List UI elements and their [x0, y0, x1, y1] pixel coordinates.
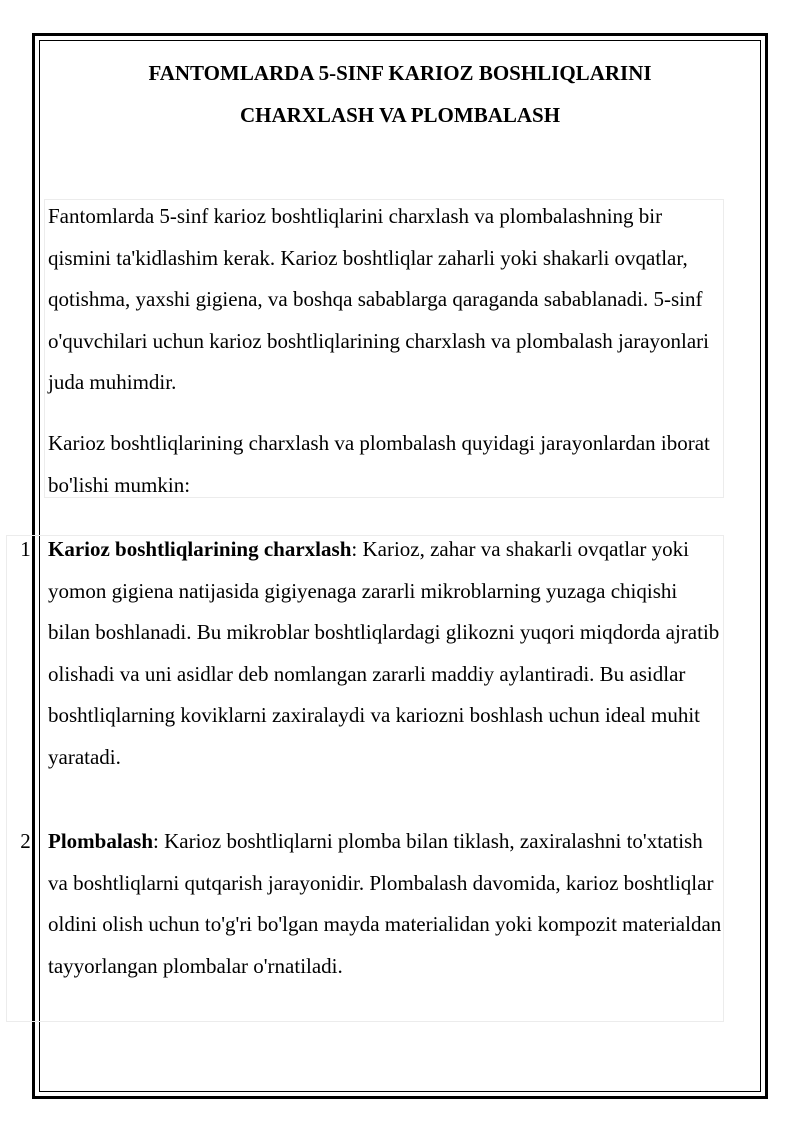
title-line-2: CHARXLASH VA PLOMBALASH — [239, 103, 561, 127]
list-item-term: Karioz boshtliqlarining charxlash — [48, 537, 352, 561]
document-title — [40, 52, 760, 136]
list-item — [20, 529, 724, 779]
list-item — [20, 821, 724, 987]
list-item-number: 2. — [20, 829, 36, 853]
list-item-number: 1. — [20, 537, 36, 561]
intro-paragraph: Fantomlarda 5-sinf karioz boshtliqlarini charxlash va plombalashning bir qismini ta'kidlashim kerak. Karioz boshtliqlar zaharli yoki shakarli ovqatlar, qotishma, yaxshi gigiena, va boshqa sabablarga qaraganda sabablanadi. 5-sinf o'quvchilari uchun karioz boshtliqlarining charxlash va plombalash jarayonlari juda muhimdir. — [48, 204, 710, 395]
title-line-1: FANTOMLARDA 5-SINF KARIOZ BOSHLIQLARINI — [148, 61, 652, 85]
lead-in-paragraph: Karioz boshtliqlarining charxlash va plombalash quyidagi jarayonlardan iborat bo'lishi mumkin: — [48, 431, 710, 497]
list-item-text: : Karioz boshtliqlarni plomba bilan tiklash, zaxiralashni to'xtatish va boshtliqlarni qutqarish jarayonidir. Plombalash davomida, karioz boshtliqlar oldini olish uchun to'g'ri bo'lgan mayda materialidan yoki kompozit materialdan tayyorlangan plombalar o'rnatiladi. — [48, 829, 722, 978]
list-item-term: Plombalash — [48, 829, 154, 853]
list-item-text: : Karioz, zahar va shakarli ovqatlar yoki yomon gigiena natijasida gigiyenaga zararli mikroblarning yuzaga chiqishi bilan boshlanadi. Bu mikroblar boshtliqlardagi glikozni yuqori miqdorda ajratib olishadi va uni asidlar deb nomlangan zararli maddiy aylantiradi. Bu asidlar boshtliqlarning koviklarni zaxiralaydi va kariozni boshlash uchun ideal muhit yaratadi. — [48, 537, 720, 769]
